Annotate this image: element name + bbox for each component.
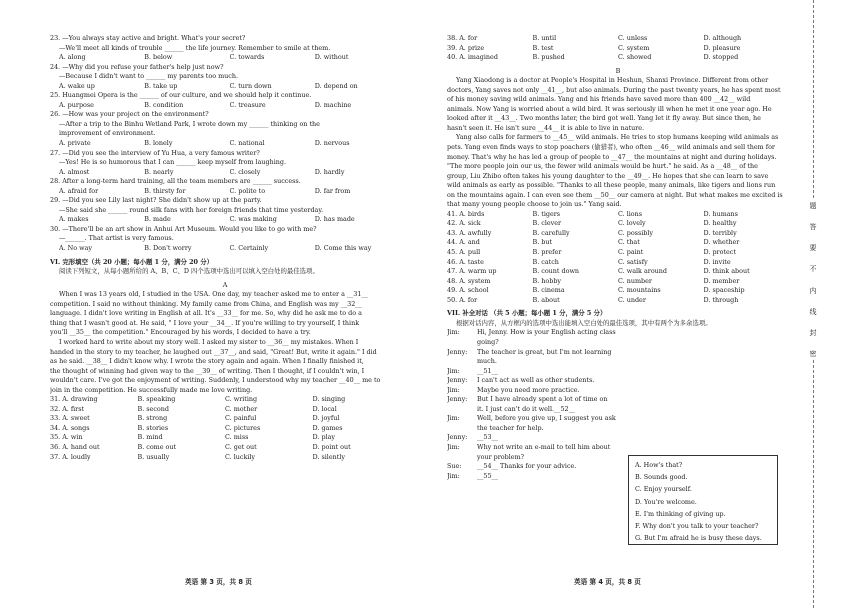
dialogue-line bbox=[447, 472, 619, 482]
option-b: B. mind bbox=[137, 433, 163, 442]
utterance: __54__ Thanks for your advice. bbox=[477, 462, 577, 471]
passage-line: pets. Yang even finds ways to stop poachers (偷猎者), who often __46__ wild animals and sell them for bbox=[447, 143, 775, 152]
passage-line: I worked hard to write about my story well. I asked my sister to __36__ my mistakes. When I bbox=[59, 337, 359, 346]
option-c: C. under bbox=[618, 295, 646, 304]
question-stem: 29. —Did you see Lily last night? She didn't show up at the party. bbox=[50, 196, 262, 205]
dialogue-line bbox=[447, 395, 619, 405]
passage-line: of his money saving wild animals. Yang and his friends have saved more than 400 __42__ wild bbox=[447, 95, 751, 104]
option-d: D. point out bbox=[312, 442, 351, 451]
question-line: —She said she ______ round silk fans with her foreign friends that time yesterday. bbox=[59, 205, 324, 214]
dialogue-line bbox=[447, 405, 619, 415]
option-b: B. cinema bbox=[532, 286, 565, 295]
question-line: —Because I didn't want to ______ my parents too much. bbox=[59, 72, 238, 81]
option-d: D. joyful bbox=[312, 414, 340, 423]
section-7-instructions: 根据对话内容，从方框内的选项中选出能填入空白处的最佳选项，其中有两个为多余选项。 bbox=[456, 318, 712, 327]
options-row-39 bbox=[447, 44, 789, 54]
option-c: C. unless bbox=[618, 34, 648, 42]
section-6-instructions: 阅读下列短文，从每小题所给的 A、B、C、D 四个选项中选出可以填入空白处的最佳选项。 bbox=[59, 267, 319, 276]
option-b: B. speaking bbox=[137, 395, 176, 404]
options-row-48 bbox=[447, 277, 789, 287]
option-d: D. healthy bbox=[703, 219, 737, 228]
options-row-44 bbox=[447, 238, 789, 248]
option-a: 31. A. drawing bbox=[50, 395, 98, 404]
option-a: A. No way bbox=[59, 244, 93, 253]
passage-line: as he said. __38__ I didn't know why. I wrote the story again and again. When I finally finished it, bbox=[50, 357, 364, 366]
option-c: C. paint bbox=[618, 248, 644, 257]
question-line: —We'll meet all kinds of trouble ______ the life journey. Remember to smile at them. bbox=[59, 43, 331, 52]
option-c: C. get out bbox=[225, 442, 257, 451]
option-d: D. member bbox=[703, 276, 740, 285]
binding-char: 不 bbox=[809, 265, 817, 274]
option-c: C. lovely bbox=[618, 219, 646, 228]
options-row-37 bbox=[50, 453, 400, 463]
option-b: B. second bbox=[137, 404, 169, 413]
passage-line: language. I didn't love writing in English at all. It's __33__ for me. So, why did he ask me to do a bbox=[50, 309, 362, 318]
question-stem: 26. —How was your project on the environment? bbox=[50, 110, 209, 119]
passage-line: money. That's why he has led a group of people to __47__ the mountains at night and during holidays. bbox=[447, 152, 777, 161]
speaker bbox=[447, 453, 477, 463]
option-b: B. count down bbox=[532, 267, 580, 276]
binding-margin-notice bbox=[802, 200, 824, 360]
option-d: D. pleasure bbox=[703, 43, 741, 52]
option-d: D. far from bbox=[314, 186, 351, 195]
option-d: D. protect bbox=[703, 248, 736, 257]
passage-line: you'll __35__ the competition." Encouraged by his words, I decided to have a try. bbox=[50, 328, 311, 337]
options-row-32 bbox=[50, 405, 400, 415]
utterance: __51__ bbox=[477, 366, 498, 375]
question-stem: 25. Huangmei Opera is the ______ of our culture, and we should help it continue. bbox=[50, 91, 312, 100]
answer-options bbox=[50, 101, 400, 111]
binding-char: 答 bbox=[809, 223, 817, 232]
option-d: D. singing bbox=[312, 395, 346, 404]
utterance: __55__ bbox=[477, 471, 498, 480]
speaker bbox=[447, 405, 477, 415]
passage-a-text bbox=[50, 290, 400, 395]
option-d: D. although bbox=[703, 34, 742, 42]
options-row-35 bbox=[50, 433, 400, 443]
option-a: A. almost bbox=[59, 167, 90, 176]
answer-options bbox=[50, 139, 400, 149]
option-d: D. Come this way bbox=[314, 244, 372, 253]
options-row-46 bbox=[447, 258, 789, 268]
passage-line: Yang Xiaodong is a doctor at People's Hospital in Heshun, Shanxi Province. Different from other bbox=[456, 76, 769, 85]
utterance: __53__ bbox=[477, 433, 498, 442]
options-row-31 bbox=[50, 395, 400, 405]
passage-line: "The more people join our us, the fewer wild animals would be hurt." he said. As a __48__ of the bbox=[447, 162, 758, 171]
question-stem: 23. —You always stay active and bright. What's your secret? bbox=[50, 34, 246, 42]
options-row-41 bbox=[447, 210, 789, 220]
option-a: A. along bbox=[59, 53, 86, 62]
option-d: D. whether bbox=[703, 238, 740, 247]
dialogue-option-box bbox=[628, 455, 778, 545]
passage-b-label: B bbox=[615, 66, 621, 75]
option-c: C. that bbox=[618, 238, 640, 247]
speaker: Jim: bbox=[447, 328, 460, 337]
passage-line: doctors, Yang saves not only __41__, but also animals. During the past twenty years, he has spent most bbox=[447, 85, 781, 94]
option-a: 34. A. songs bbox=[50, 423, 90, 432]
option-c: C. mountains bbox=[618, 286, 661, 295]
utterance: Hi, Jenny. How is your English acting class going? bbox=[477, 328, 616, 346]
option-d: D. games bbox=[312, 423, 343, 432]
option-b: B. strong bbox=[137, 414, 168, 423]
option-c: C. pictures bbox=[225, 423, 261, 432]
dialogue-line bbox=[447, 376, 619, 386]
option-d: D. through bbox=[703, 295, 739, 304]
dialogue-line bbox=[447, 424, 619, 434]
utterance: it. I just can't do it well.__52__ bbox=[477, 404, 575, 413]
utterance: Well, before you give up, I suggest you ask bbox=[477, 414, 616, 423]
passage-line: handed in the story to my teacher, he laughed out __37__, and said, "Great! But, write it again." I did bbox=[50, 347, 377, 356]
question-line: —After a trip to the Binhu Wetland Park, I wrote down my ______ thinking on the bbox=[59, 119, 320, 128]
speaker: Jenny: bbox=[447, 395, 468, 404]
box-option-c: C. Enjoy yourself. bbox=[635, 485, 692, 494]
options-row-42 bbox=[447, 219, 789, 229]
option-a: A. wake up bbox=[59, 81, 95, 90]
question-25 bbox=[50, 91, 400, 110]
section-6-title: VI. 完形填空（共 20 小题；每小题 1 分，满分 20 分） bbox=[50, 257, 214, 266]
option-c: C. walk around bbox=[618, 267, 667, 276]
option-a: 49. A. school bbox=[447, 286, 489, 295]
options-row-47 bbox=[447, 267, 789, 277]
dialogue-line bbox=[447, 414, 619, 424]
option-a: A. afraid for bbox=[59, 186, 99, 195]
option-d: D. without bbox=[314, 53, 349, 62]
option-b: B. hobby bbox=[532, 276, 562, 285]
box-option-e: E. I'm thinking of giving up. bbox=[635, 509, 726, 518]
speaker: Jenny: bbox=[447, 433, 468, 442]
option-b: B. but bbox=[532, 238, 553, 247]
dialogue-line bbox=[447, 386, 619, 396]
option-d: D. spaceship bbox=[703, 286, 745, 295]
passage-line: that many young people choose to join us." Yang said. bbox=[447, 200, 622, 209]
binding-char: 内 bbox=[809, 286, 817, 295]
option-d: D. stopped bbox=[703, 53, 739, 62]
box-option-g: G. But I'm afraid he is busy these days. bbox=[635, 534, 762, 543]
option-b: B. test bbox=[532, 43, 554, 52]
utterance: Why not write an e-mail to tell him about bbox=[477, 442, 611, 451]
passage-line: on the mountains again. I can even see them __50__ our camera at night. But what makes me excited is bbox=[447, 190, 783, 199]
question-stem: 27. —Did you see the interview of Yu Hua, a very famous writer? bbox=[50, 148, 260, 157]
option-a: 41. A. birds bbox=[447, 209, 485, 218]
option-a: 40. A. imagined bbox=[447, 53, 498, 62]
utterance: But I have already spent a lot of time on bbox=[477, 395, 608, 404]
option-d: D. has made bbox=[314, 215, 355, 224]
option-d: D. play bbox=[312, 433, 336, 442]
question-24 bbox=[50, 63, 400, 92]
option-a: 42. A. sick bbox=[447, 219, 481, 228]
option-c: C. treasure bbox=[229, 100, 266, 109]
option-c: C. mother bbox=[225, 404, 258, 413]
option-a: 33. A. sweet bbox=[50, 414, 90, 423]
cloze-options-38-40 bbox=[447, 34, 789, 63]
passage-line: hasn't seen it. He isn't sure __44__ it is able to live in nature. bbox=[447, 123, 645, 132]
binding-char: 密 bbox=[809, 349, 817, 358]
option-a: 48. A. system bbox=[447, 276, 491, 285]
options-row-36 bbox=[50, 443, 400, 453]
options-row-33 bbox=[50, 414, 400, 424]
speaker: Jenny: bbox=[447, 347, 468, 356]
binding-char: 线 bbox=[809, 307, 817, 316]
option-d: D. terribly bbox=[703, 228, 737, 237]
options-row-43 bbox=[447, 229, 789, 239]
option-c: C. painful bbox=[225, 414, 257, 423]
speaker: Jim: bbox=[447, 366, 460, 375]
section-7-title: VII. 补全对话 （共 5 小题；每小题 1 分，满分 5 分） bbox=[447, 309, 607, 318]
passage-line: Yang also calls for farmers to __45__ wild animals. He tries to stop humans keeping wild animals as bbox=[456, 133, 779, 142]
question-line: —______. That artist is very famous. bbox=[59, 234, 174, 243]
option-c: C. Certainly bbox=[229, 244, 269, 253]
speaker: Sue: bbox=[447, 462, 462, 471]
option-a: A. purpose bbox=[59, 100, 94, 109]
page-footer-right: 英语 第 4 页，共 8 页 bbox=[574, 578, 641, 586]
speaker: Jim: bbox=[447, 414, 460, 423]
option-b: B. prefer bbox=[532, 248, 562, 257]
answer-options bbox=[50, 168, 400, 178]
answer-options bbox=[50, 187, 400, 197]
option-b: B. usually bbox=[137, 452, 170, 461]
dialogue-line bbox=[447, 433, 619, 443]
passage-line: the thought of winning had given way to the __39__ of writing. Then I thought, if I couldn't win, I bbox=[50, 366, 365, 375]
option-b: B. lonely bbox=[144, 139, 173, 148]
passage-line: thing that I wasn't good at. He said, " I love your __34__. If you're willing to try yourself, I think bbox=[50, 318, 360, 327]
option-c: C. was making bbox=[229, 215, 277, 224]
binding-char: 题 bbox=[809, 202, 817, 210]
option-d: D. hardly bbox=[314, 167, 345, 176]
speaker: Jenny: bbox=[447, 376, 468, 385]
utterance: The teacher is great, but I'm not learning much. bbox=[477, 347, 612, 366]
utterance: I can't act as well as other students. bbox=[477, 376, 595, 385]
dialogue bbox=[447, 328, 619, 481]
dialogue-line bbox=[447, 443, 619, 453]
option-b: B. nearly bbox=[144, 167, 174, 176]
option-b: B. made bbox=[144, 215, 171, 224]
option-c: C. miss bbox=[225, 433, 249, 442]
speaker bbox=[447, 424, 477, 434]
option-c: C. satisfy bbox=[618, 257, 648, 266]
option-d: D. local bbox=[312, 404, 337, 413]
passage-line: join in the competition. He successfully made me love writing. bbox=[50, 385, 253, 394]
passage-b-text bbox=[447, 76, 789, 210]
dialogue-line bbox=[447, 348, 619, 367]
option-c: C. system bbox=[618, 43, 650, 52]
option-a: 47. A. warm up bbox=[447, 267, 497, 276]
question-line: —Yes! He is so humorous that I can ______ keep myself from laughing. bbox=[59, 158, 287, 167]
dialogue-line bbox=[447, 367, 619, 377]
speaker: Jim: bbox=[447, 442, 460, 451]
option-c: C. luckily bbox=[225, 452, 256, 461]
option-b: B. carefully bbox=[532, 228, 570, 237]
left-column bbox=[50, 34, 400, 462]
option-b: B. pushed bbox=[532, 53, 565, 62]
option-d: D. think about bbox=[703, 267, 750, 276]
passage-line: animals. Now Yang is worried about a wild bird. It was seriously ill when he met it one year ago. He bbox=[447, 104, 772, 113]
utterance: the teacher for help. bbox=[477, 423, 544, 432]
question-stem: 24. —Why did you refuse your father's help just now? bbox=[50, 62, 224, 71]
option-a: 44. A. and bbox=[447, 238, 480, 247]
option-b: B. below bbox=[144, 53, 173, 62]
option-b: B. about bbox=[532, 295, 560, 304]
options-row-50 bbox=[447, 296, 789, 306]
question-28 bbox=[50, 177, 400, 196]
right-column bbox=[447, 34, 789, 481]
option-a: 38. A. for bbox=[447, 34, 478, 42]
question-23 bbox=[50, 34, 400, 63]
options-row-38 bbox=[447, 34, 789, 44]
question-27 bbox=[50, 149, 400, 178]
option-c: C. lions bbox=[618, 209, 643, 218]
question-29 bbox=[50, 196, 400, 225]
option-d: D. nervous bbox=[314, 139, 350, 148]
option-d: D. invite bbox=[703, 257, 731, 266]
option-a: 39. A. prize bbox=[447, 43, 485, 52]
option-a: 32. A. first bbox=[50, 404, 85, 413]
option-b: B. clever bbox=[532, 219, 562, 228]
option-b: B. catch bbox=[532, 257, 559, 266]
cloze-options-41-50 bbox=[447, 210, 789, 305]
option-a: 46. A. taste bbox=[447, 257, 484, 266]
option-c: C. polite to bbox=[229, 186, 266, 195]
box-option-a: A. How's that? bbox=[635, 461, 683, 469]
option-b: B. take up bbox=[144, 81, 178, 90]
option-d: D. humans bbox=[703, 209, 738, 218]
box-option-d: D. You're welcome. bbox=[635, 497, 697, 506]
speaker: Jim: bbox=[447, 471, 460, 480]
utterance: Maybe you need more practice. bbox=[477, 385, 580, 394]
option-a: 37. A. loudly bbox=[50, 452, 91, 461]
binding-char: 封 bbox=[809, 328, 817, 337]
answer-options bbox=[50, 53, 400, 63]
passage-line: looked after it __43__. Two months later, the bird got well. Yang let it fly away. But since then, he bbox=[447, 114, 761, 123]
option-b: B. stories bbox=[137, 423, 169, 432]
options-row-40 bbox=[447, 53, 789, 63]
option-b: B. thirsty for bbox=[144, 186, 186, 195]
option-d: D. depend on bbox=[314, 81, 358, 90]
speaker: Jim: bbox=[447, 385, 460, 394]
answer-options bbox=[50, 244, 400, 254]
passage-line: When I was 13 years old, I studied in the USA. One day, my teacher asked me to enter a __31__ bbox=[59, 290, 368, 299]
dialogue-line bbox=[447, 328, 619, 347]
option-b: B. condition bbox=[144, 100, 184, 109]
passage-line: competition. I said no without thinking. My family came from China, and English was my __32__ bbox=[50, 299, 362, 308]
question-stem: 30. —There'll be an art show in Anhui Art Museum. Would you like to go with me? bbox=[50, 224, 317, 233]
option-b: B. come out bbox=[137, 442, 177, 451]
option-c: C. national bbox=[229, 139, 265, 148]
option-d: D. silently bbox=[312, 452, 345, 461]
option-c: C. number bbox=[618, 276, 652, 285]
option-a: 45. A. pull bbox=[447, 248, 481, 257]
option-c: C. showed bbox=[618, 53, 652, 62]
cloze-options-31-37 bbox=[50, 395, 400, 462]
option-d: D. machine bbox=[314, 100, 352, 109]
passage-line: wouldn't care. I've got the enjoyment of writing. Suddenly, I understood why my teacher __40__ me to bbox=[50, 376, 381, 385]
box-option-f: F. Why don't you talk to your teacher? bbox=[635, 522, 759, 531]
utterance: your problem? bbox=[477, 452, 525, 461]
answer-options bbox=[50, 215, 400, 225]
option-b: B. until bbox=[532, 34, 557, 42]
dialogue-line bbox=[447, 453, 619, 463]
question-stem: 28. After a long-term hard training, all the team members are ______ success. bbox=[50, 177, 301, 186]
answer-options bbox=[50, 82, 400, 92]
option-a: 50. A. for bbox=[447, 295, 478, 304]
option-a: 35. A. win bbox=[50, 433, 83, 442]
option-c: C. writing bbox=[225, 395, 258, 404]
option-c: C. possibly bbox=[618, 228, 654, 237]
passage-line: group, Liu Zhibo often takes his young daughter to the __49__. He hopes that she can learn to save bbox=[447, 171, 769, 180]
option-b: B. tigers bbox=[532, 209, 561, 218]
option-a: 36. A. hand out bbox=[50, 442, 100, 451]
option-a: A. makes bbox=[59, 215, 89, 224]
page-footer-left: 英语 第 3 页，共 8 页 bbox=[185, 578, 252, 586]
option-c: C. turn down bbox=[229, 81, 272, 90]
passage-a-label: A bbox=[222, 280, 228, 289]
option-c: C. towards bbox=[229, 53, 265, 62]
question-30 bbox=[50, 225, 400, 254]
options-row-34 bbox=[50, 424, 400, 434]
option-a: 43. A. awfully bbox=[447, 228, 492, 237]
option-b: B. Don't worry bbox=[144, 244, 192, 253]
dialogue-line bbox=[447, 462, 619, 472]
question-line: improvement of environment. bbox=[59, 129, 156, 138]
options-row-45 bbox=[447, 248, 789, 258]
option-a: A. private bbox=[59, 139, 91, 148]
options-row-49 bbox=[447, 286, 789, 296]
box-option-b: B. Sounds good. bbox=[635, 473, 688, 482]
passage-line: wild animals as early as possible. "Thanks to all these people, many animals, like tigers and lions run bbox=[447, 181, 776, 190]
option-c: C. closely bbox=[229, 167, 261, 176]
question-26 bbox=[50, 110, 400, 148]
binding-char: 要 bbox=[809, 244, 817, 253]
